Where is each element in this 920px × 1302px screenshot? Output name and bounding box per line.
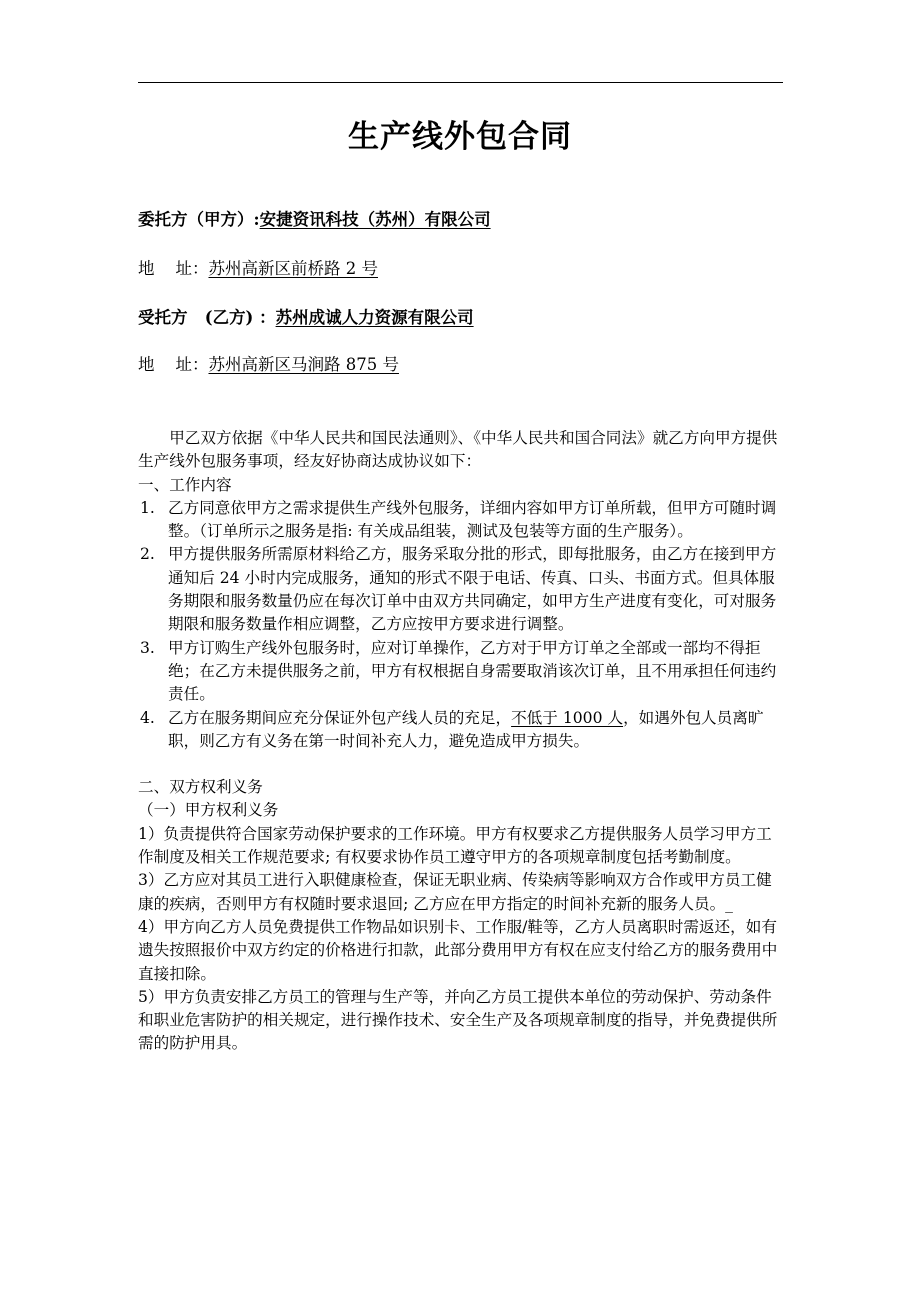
party-a-name: 安捷资讯科技（苏州）有限公司 — [259, 210, 491, 229]
staffing-minimum: 不低于 1000 人 — [511, 708, 624, 727]
header-rule — [138, 82, 783, 83]
section-2-subheading: （一）甲方权利义务 — [138, 801, 279, 820]
clause-paragraph: 4）甲方向乙方人员免费提供工作物品如识别卡、工作服/鞋等，乙方人员离职时需返还，如有遗失按照报价中双方约定的价格进行扣款，此部分费用甲方有权在应支付给乙方的服务费用中直接扣除。 — [138, 917, 778, 983]
clause-paragraph: 5）甲方负责安排乙方员工的管理与生产等，并向乙方员工提供本单位的劳动保护、劳动条件和职业危害防护的相关规定，进行操作技术、安全生产及各项规章制度的指导，并免费提供所需的防护用具。 — [138, 987, 778, 1053]
list-item — [138, 497, 786, 544]
list-item-text: 甲方提供服务所需原材料给乙方，服务采取分批的形式，即每批服务，由乙方在接到甲方通知后 24 小时内完成服务，通知的形式不限于电话、传真、口头、书面方式。但具体服务期限和服务数量仍应在每次订单中由双方共同确定，如甲方生产进度有变化，可对服务期限和服务数量作相应调整，乙方应按甲方要求进行调整。 — [168, 545, 777, 634]
party-b-address-line — [138, 353, 399, 377]
list-item-text-after: ，如遇外包人员离旷职，则乙方有义务在第一时间补充人力，避免造成甲方损失。 — [168, 708, 764, 750]
party-a-address: 苏州高新区前桥路 2 号 — [208, 259, 378, 278]
party-a-label: 委托方（甲方）: — [138, 210, 260, 229]
party-a-line — [138, 208, 491, 232]
party-b-name: 苏州成诚人力资源有限公司 — [275, 308, 474, 327]
contract-body — [138, 427, 786, 1056]
section-2-heading: 二、双方权利义务 — [138, 778, 263, 797]
list-item-number: 2. — [140, 545, 155, 564]
party-b-label: 受托方 (乙方) ： — [138, 308, 276, 327]
list-item — [138, 543, 786, 636]
section-gap — [138, 753, 786, 776]
section-1-heading: 一、工作内容 — [138, 475, 232, 494]
party-b-address: 苏州高新区马涧路 875 号 — [208, 355, 399, 374]
clause-paragraph: 3）乙方应对其员工进行入职健康检查，保证无职业病、传染病等影响双方合作或甲方员工健康的疾病，否则甲方有权随时要求退回; 乙方应在甲方指定的时间补充新的服务人员。_ — [138, 871, 772, 913]
list-item-text: 乙方同意依甲方之需求提供生产线外包服务，详细内容如甲方订单所载，但甲方可随时调整。（订单所示之服务是指: 有关成品组装，测试及包装等方面的生产服务）。 — [168, 498, 777, 541]
list-item-text-before: 乙方在服务期间应充分保证外包产线人员的充足， — [168, 708, 512, 727]
section-1-list — [138, 497, 786, 753]
party-b-address-label: 地 址： — [138, 355, 209, 374]
contract-title: 生产线外包合同 — [348, 119, 572, 155]
party-a-address-label: 地 址： — [138, 259, 209, 278]
list-item — [138, 707, 786, 754]
clause-paragraph: 1）负责提供符合国家劳动保护要求的工作环境。甲方有权要求乙方提供服务人员学习甲方工作制度及相关工作规范要求; 有权要求协作员工遵守甲方的各项规章制度包括考勤制度。 — [138, 824, 772, 867]
preamble: 甲乙双方依据《中华人民共和国民法通则》、《中华人民共和国合同法》就乙方向甲方提供生产线外包服务事项，经友好协商达成协议如下： — [138, 429, 778, 471]
list-item-number: 1. — [140, 498, 155, 517]
list-item-number: 3. — [140, 638, 155, 657]
party-b-line — [138, 306, 474, 330]
list-item — [138, 637, 786, 707]
list-item-text: 甲方订购生产线外包服务时，应对订单操作，乙方对于甲方订单之全部或一部均不得拒绝；在乙方未提供服务之前，甲方有权根据自身需要取消该次订单，且不用承担任何违约责任。 — [168, 638, 777, 704]
list-item-number: 4. — [140, 708, 155, 727]
party-a-address-line — [138, 257, 378, 281]
